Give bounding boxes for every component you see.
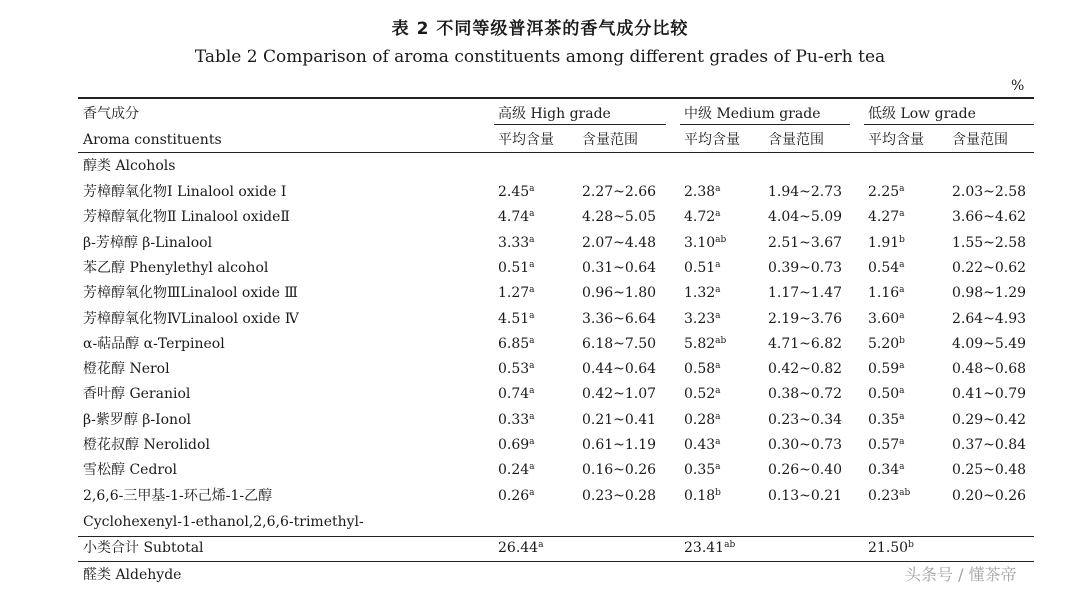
row-l-range: 1.55~2.58 <box>952 234 1027 251</box>
row-h-range: 0.21~0.41 <box>582 411 657 428</box>
row-h-mean: 0.74$^a$ <box>498 386 535 403</box>
header-row-label-en: Aroma constituents <box>83 132 222 148</box>
header-sub-mean-low: 平均含量 <box>868 132 924 148</box>
header-sub-range-high: 含量范围 <box>582 132 638 148</box>
row-h-mean: 0.26$^a$ <box>498 487 535 504</box>
row-m-mean: 0.51$^a$ <box>684 259 721 276</box>
row-l-mean: 0.23$^{ab}$ <box>868 487 911 504</box>
row-l-range: 4.09~5.49 <box>952 335 1027 352</box>
row-h-range: 0.42~1.07 <box>582 386 657 403</box>
row-compound-name: 雪松醇 Cedrol <box>83 462 178 479</box>
row-l-range: 2.64~4.93 <box>952 310 1027 327</box>
row-h-range: 0.31~0.64 <box>582 259 657 276</box>
header-bottom-rule <box>78 152 1034 153</box>
row-l-range: 0.41~0.79 <box>952 386 1027 403</box>
section-aldehyde: 醛类 Aldehyde <box>83 567 182 583</box>
group-rule-low <box>864 124 1034 125</box>
row-m-range: 1.17~1.47 <box>768 285 843 302</box>
row-m-range: 0.42~0.82 <box>768 361 843 378</box>
row-m-mean: 5.82$^{ab}$ <box>684 335 727 352</box>
row-l-mean: 3.60$^a$ <box>868 310 905 327</box>
row-h-mean: 1.27$^a$ <box>498 285 535 302</box>
row-l-range: 2.03~2.58 <box>952 184 1027 200</box>
row-m-range: 1.94~2.73 <box>768 184 843 200</box>
table-title-en: Table 2 Comparison of aroma constituents among different grades of Pu-erh tea <box>194 47 886 67</box>
subtotal-bottom-rule <box>78 561 1034 562</box>
row-compound-name: 芳樟醇氧化物ⅢLinalool oxide Ⅲ <box>83 285 298 302</box>
row-h-mean: 0.69$^a$ <box>498 437 535 453</box>
row-l-range: 0.25~0.48 <box>952 462 1027 479</box>
row-m-range: 2.51~3.67 <box>768 234 843 251</box>
row-l-mean: 1.16$^a$ <box>868 285 905 302</box>
header-row-label-cn: 香气成分 <box>83 106 139 122</box>
header-sub-range-medium: 含量范围 <box>768 132 824 148</box>
row-compound-name: 2,6,6-三甲基-1-环己烯-1-乙醇 <box>83 487 273 504</box>
row-h-range: 2.07~4.48 <box>582 234 657 251</box>
row-compound-name: 芳樟醇氧化物ⅣLinalool oxide Ⅳ <box>83 310 299 327</box>
row-h-range: 2.27~2.66 <box>582 184 657 200</box>
subtotal-high: 26.44$^a$ <box>498 540 544 556</box>
row-m-mean: 4.72$^a$ <box>684 209 721 226</box>
row-m-range: 4.71~6.82 <box>768 335 843 352</box>
row-h-mean: 0.24$^a$ <box>498 462 535 479</box>
unit-label: % <box>1011 78 1025 94</box>
row-compound-name: β-芳樟醇 β-Linalool <box>83 234 213 251</box>
row-h-mean: 4.74$^a$ <box>498 209 535 226</box>
continuation-line: Cyclohexenyl-1-ethanol,2,6,6-trimethyl- <box>83 514 364 530</box>
row-m-range: 4.04~5.09 <box>768 209 843 226</box>
header-group-medium: 中级 Medium grade <box>684 106 821 122</box>
row-l-range: 0.22~0.62 <box>952 259 1027 276</box>
row-m-range: 2.19~3.76 <box>768 310 843 327</box>
row-compound-name: 香叶醇 Geraniol <box>83 386 191 403</box>
header-group-high: 高级 High grade <box>498 106 611 122</box>
subtotal-medium: 23.41$^{ab}$ <box>684 540 736 556</box>
row-h-mean: 0.51$^a$ <box>498 259 535 276</box>
row-compound-name: 芳樟醇氧化物Ⅰ Linalool oxide Ⅰ <box>83 184 287 200</box>
row-h-range: 0.61~1.19 <box>582 437 657 453</box>
row-h-range: 0.44~0.64 <box>582 361 657 378</box>
table-top-rule <box>78 97 1034 99</box>
row-h-mean: 4.51$^a$ <box>498 310 535 327</box>
row-l-range: 0.20~0.26 <box>952 487 1027 504</box>
row-m-mean: 3.10$^{ab}$ <box>684 234 727 251</box>
row-h-range: 0.96~1.80 <box>582 285 657 302</box>
row-l-mean: 0.57$^a$ <box>868 437 905 453</box>
watermark: 头条号 / 懂茶帝 <box>905 565 1017 584</box>
row-l-range: 0.37~0.84 <box>952 437 1027 453</box>
row-h-mean: 0.33$^a$ <box>498 411 535 428</box>
row-m-mean: 0.43$^a$ <box>684 437 721 453</box>
row-l-mean: 0.35$^a$ <box>868 411 905 428</box>
row-m-mean: 0.18$^b$ <box>684 487 721 504</box>
row-m-range: 0.13~0.21 <box>768 487 843 504</box>
row-l-mean: 2.25$^a$ <box>868 184 905 200</box>
row-m-mean: 2.38$^a$ <box>684 184 721 200</box>
row-h-mean: 0.53$^a$ <box>498 361 535 378</box>
row-m-range: 0.26~0.40 <box>768 462 843 479</box>
row-h-range: 6.18~7.50 <box>582 335 657 352</box>
row-compound-name: 橙花醇 Nerol <box>83 361 170 378</box>
header-group-low: 低级 Low grade <box>868 106 976 122</box>
header-sub-mean-medium: 平均含量 <box>684 132 740 148</box>
row-m-mean: 0.58$^a$ <box>684 361 721 378</box>
row-m-mean: 3.23$^a$ <box>684 310 721 327</box>
row-m-mean: 0.28$^a$ <box>684 411 721 428</box>
row-m-mean: 0.35$^a$ <box>684 462 721 479</box>
subtotal-label: 小类合计 Subtotal <box>83 540 204 556</box>
row-l-range: 3.66~4.62 <box>952 209 1027 226</box>
row-l-range: 0.98~1.29 <box>952 285 1027 302</box>
row-m-range: 0.23~0.34 <box>768 411 843 428</box>
row-h-range: 0.23~0.28 <box>582 487 657 504</box>
subtotal-low: 21.50$^b$ <box>868 540 914 556</box>
row-m-mean: 0.52$^a$ <box>684 386 721 403</box>
row-h-mean: 3.33$^a$ <box>498 234 535 251</box>
row-m-range: 0.38~0.72 <box>768 386 843 403</box>
row-l-mean: 4.27$^a$ <box>868 209 905 226</box>
header-sub-range-low: 含量范围 <box>952 132 1008 148</box>
row-compound-name: 苯乙醇 Phenylethyl alcohol <box>83 259 269 276</box>
row-compound-name: β-紫罗醇 β-Ionol <box>83 411 191 428</box>
row-m-mean: 1.32$^a$ <box>684 285 721 302</box>
group-rule-medium <box>680 124 850 125</box>
row-h-range: 0.16~0.26 <box>582 462 657 479</box>
subtotal-top-rule <box>78 536 1034 537</box>
row-h-mean: 6.85$^a$ <box>498 335 535 352</box>
group-rule-high <box>494 124 666 125</box>
row-l-mean: 0.59$^a$ <box>868 361 905 378</box>
row-h-range: 3.36~6.64 <box>582 310 657 327</box>
header-sub-mean-high: 平均含量 <box>498 132 554 148</box>
row-h-range: 4.28~5.05 <box>582 209 657 226</box>
row-h-mean: 2.45$^a$ <box>498 184 535 200</box>
row-l-mean: 0.34$^a$ <box>868 462 905 479</box>
row-l-range: 0.29~0.42 <box>952 411 1027 428</box>
row-l-mean: 0.50$^a$ <box>868 386 905 403</box>
section-alcohols: 醇类 Alcohols <box>83 158 176 174</box>
row-l-mean: 5.20$^b$ <box>868 335 905 352</box>
row-l-range: 0.48~0.68 <box>952 361 1027 378</box>
row-m-range: 0.30~0.73 <box>768 437 843 453</box>
row-l-mean: 0.54$^a$ <box>868 259 905 276</box>
row-compound-name: 橙花叔醇 Nerolidol <box>83 437 210 453</box>
row-compound-name: 芳樟醇氧化物Ⅱ Linalool oxideⅡ <box>83 209 290 226</box>
row-m-range: 0.39~0.73 <box>768 259 843 276</box>
row-l-mean: 1.91$^b$ <box>868 234 905 251</box>
table-title-cn: 表 2 不同等级普洱茶的香气成分比较 <box>391 19 689 39</box>
row-compound-name: α-萜品醇 α-Terpineol <box>83 335 225 352</box>
